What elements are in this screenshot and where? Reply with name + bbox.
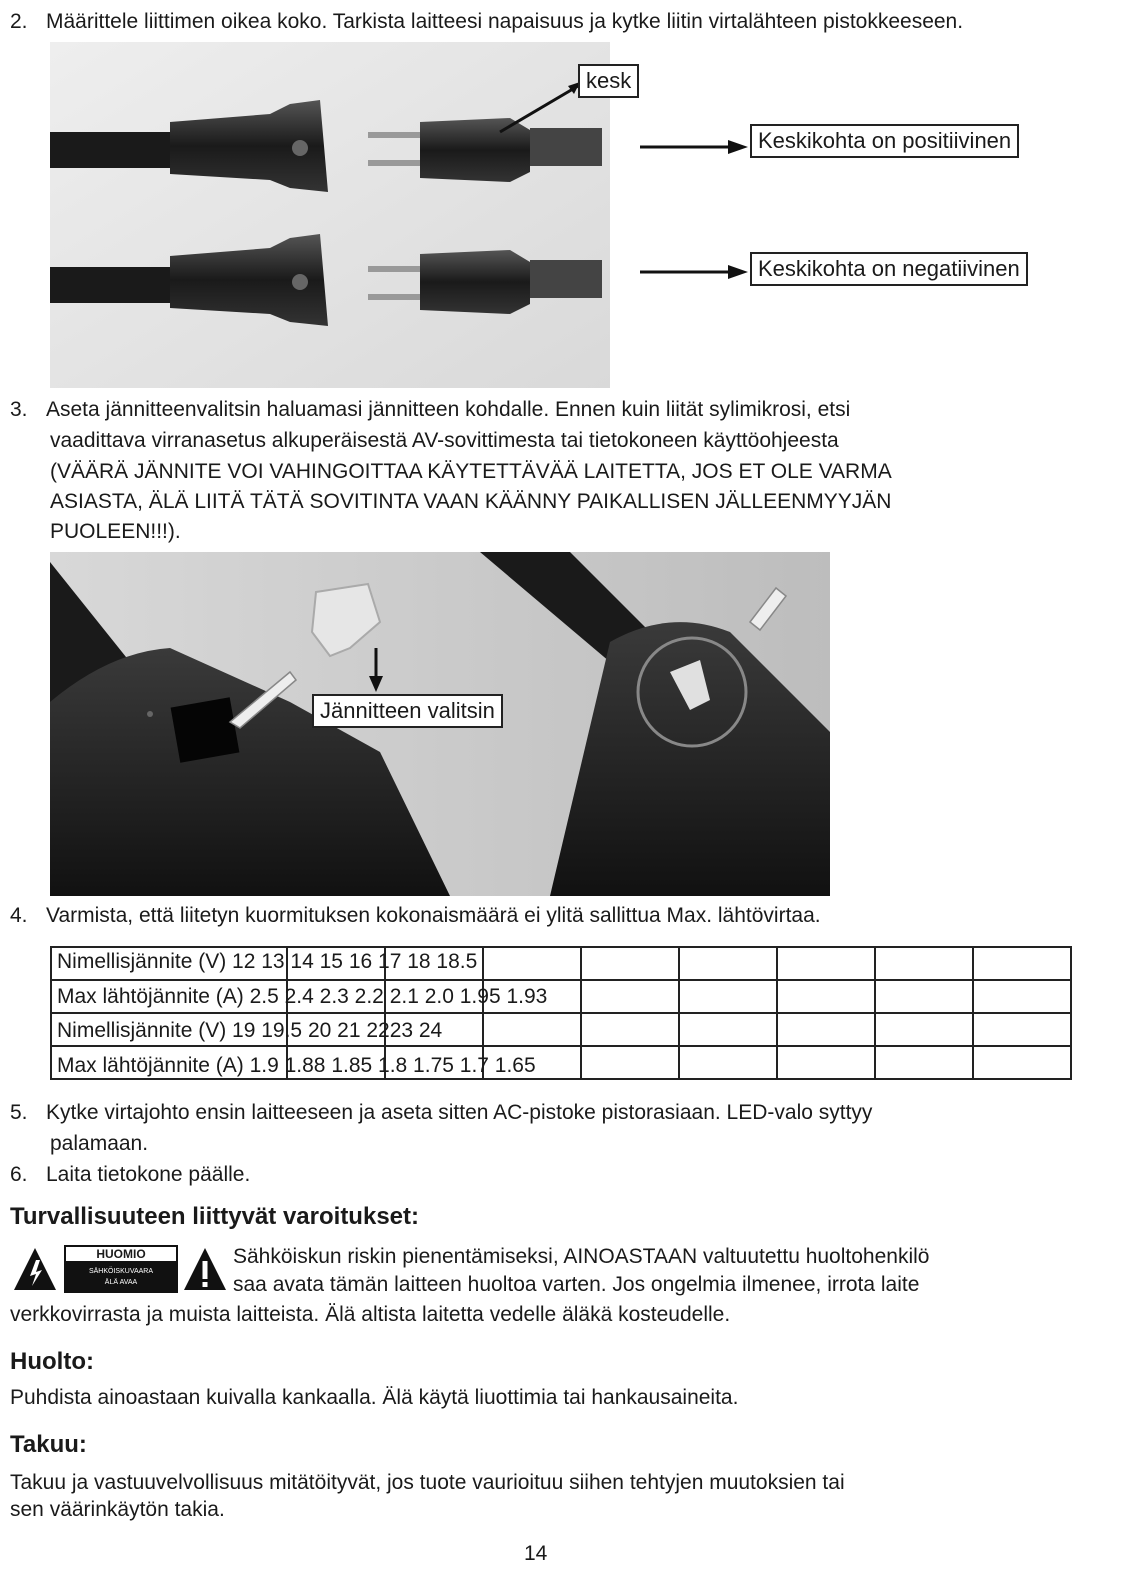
table-row-1-text: Nimellisjännite (V) 12 13 14 15 16 17 18 18.5 bbox=[57, 950, 478, 973]
center-label: kesk bbox=[578, 64, 639, 98]
maintenance-text: Puhdista ainoastaan kuivalla kankaalla. Älä käytä liuottimia tai hankausaineita. bbox=[10, 1386, 739, 1409]
caution-subtitle bbox=[66, 1263, 176, 1291]
step-6-text: Laita tietokone päälle. bbox=[46, 1163, 251, 1186]
step-4-number: 4. bbox=[10, 904, 28, 927]
warning-triangle-icon bbox=[12, 1246, 58, 1292]
step-5-number: 5. bbox=[10, 1101, 28, 1124]
voltage-selector-label: Jännitteen valitsin bbox=[312, 694, 503, 728]
step-5-line-1: Kytke virtajohto ensin laitteeseen ja aseta sitten AC-pistoke pistorasiaan. LED-valo syttyy bbox=[46, 1101, 873, 1124]
step-5-line-2: palamaan. bbox=[50, 1132, 149, 1155]
step-3-line-2: vaadittava virranasetus alkuperäisestä AV-sovittimesta tai tietokoneen käyttöohjeesta bbox=[50, 429, 839, 452]
safety-line-3: verkkovirrasta ja muista laitteista. Älä altista laitetta vedelle äläkä kosteudelle. bbox=[10, 1303, 731, 1326]
step-4-text: Varmista, että liitetyn kuormituksen kokonaismäärä ei ylitä sallittua Max. lähtövirtaa. bbox=[46, 904, 821, 927]
connector-polarity-photo bbox=[50, 42, 1070, 388]
step-3-number: 3. bbox=[10, 398, 28, 421]
caution-title: HUOMIO bbox=[66, 1247, 176, 1263]
step-3-line-3: (VÄÄRÄ JÄNNITE VOI VAHINGOITTAA KÄYTETTÄVÄÄ LAITETTA, JOS ET OLE VARMA bbox=[50, 460, 892, 483]
center-positive-label: Keskikohta on positiivinen bbox=[750, 124, 1019, 158]
step-3-line-4: ASIASTA, ÄLÄ LIITÄ TÄTÄ SOVITINTA VAAN KÄÄNNY PAIKALLISEN JÄLLEENMYYJÄN bbox=[50, 490, 892, 513]
caution-label bbox=[12, 1244, 227, 1294]
safety-line-2: saa avata tämän laitteen huoltoa varten. Jos ongelmia ilmenee, irrota laite bbox=[233, 1273, 920, 1296]
step-3-line-5: PUOLEEN!!!). bbox=[50, 520, 181, 543]
table-row-4-text: Max lähtöjännite (A) 1.9 1.88 1.85 1.8 1.75 1.7 1.65 bbox=[57, 1054, 536, 1077]
safety-heading: Turvallisuuteen liittyvät varoitukset: bbox=[10, 1203, 419, 1230]
safety-line-1: Sähköiskun riskin pienentämiseksi, AINOASTAAN valtuutettu huoltohenkilö bbox=[233, 1245, 930, 1268]
caution-subtitle-line-2: ÄLÄ AVAA bbox=[104, 1279, 138, 1286]
table-row-3-text: Nimellisjännite (V) 19 19.5 20 21 2223 24 bbox=[57, 1019, 443, 1042]
page-number: 14 bbox=[524, 1542, 548, 1565]
exclamation-triangle-icon bbox=[182, 1246, 228, 1292]
step-3-line-1: Aseta jännitteenvalitsin haluamasi jännitteen kohdalle. Ennen kuin liität sylimikrosi, etsi bbox=[46, 398, 851, 421]
maintenance-heading: Huolto: bbox=[10, 1348, 94, 1375]
center-negative-label: Keskikohta on negatiivinen bbox=[750, 252, 1028, 286]
warranty-line-2: sen väärinkäytön takia. bbox=[10, 1498, 225, 1521]
warranty-line-1: Takuu ja vastuuvelvollisuus mitätöityvät, jos tuote vaurioituu siihen tehtyjen muutoksien tai bbox=[10, 1471, 845, 1494]
table-row-2-text: Max lähtöjännite (A) 2.5 2.4 2.3 2.2 2.1 2.0 1.95 1.93 bbox=[57, 985, 548, 1008]
step-6-number: 6. bbox=[10, 1163, 28, 1186]
step-2-text: Määrittele liittimen oikea koko. Tarkista laitteesi napaisuus ja kytke liitin virtalähteen pistokkeeseen. bbox=[46, 10, 964, 33]
step-2-number: 2. bbox=[10, 10, 28, 33]
caution-subtitle-line-1: SÄHKÖISKUVAARA bbox=[88, 1268, 154, 1275]
warranty-heading: Takuu: bbox=[10, 1431, 87, 1458]
